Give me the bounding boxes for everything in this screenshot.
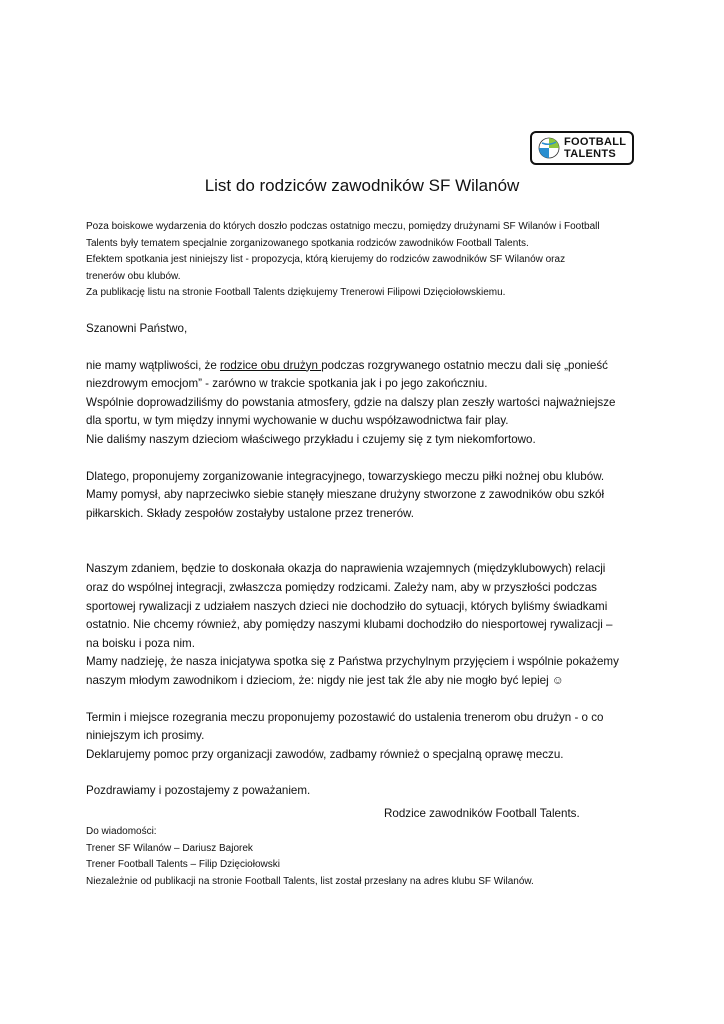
p2-line: Mamy pomysł, aby naprzeciwko siebie stanęły mieszane drużyny stworzone z zawodników obu szkół bbox=[86, 488, 605, 502]
p1-line: Wspólnie doprowadziliśmy do powstania atmosfery, gdzie na dalszy plan zeszły wartości najważniejsze bbox=[86, 395, 616, 409]
p1-line: niezdrowym emocjom” - zarówno w trakcie spotkania jak i po jego zakończniu. bbox=[86, 377, 488, 391]
p4-line: Deklarujemy pomoc przy organizacji zawodów, zadbamy również o specjalną oprawę meczu. bbox=[86, 747, 564, 761]
p3-line: Naszym zdaniem, będzie to doskonała okazja do naprawienia wzajemnych (międzyklubowych) relacji bbox=[86, 562, 606, 576]
intro-paragraph bbox=[86, 219, 646, 302]
p1-line: Nie daliśmy naszym dzieciom właściwego przykładu i czujemy się z tym niekomfortowo. bbox=[86, 432, 536, 446]
intro-line: Za publikację listu na stronie Football Talents dziękujemy Trenerowi Filipowi Dzięciołowskiemu. bbox=[86, 287, 506, 299]
p2-line: piłkarskich. Składy zespołów zostałyby ustalone przez trenerów. bbox=[86, 506, 414, 520]
page-title: List do rodziców zawodników SF Wilanów bbox=[204, 176, 520, 195]
football-talents-logo bbox=[530, 131, 634, 165]
football-ball-icon bbox=[538, 137, 560, 159]
logo-line-2: TALENTS bbox=[564, 148, 617, 160]
logo-line-1: FOOTBALL bbox=[564, 136, 627, 148]
footer-line: Trener Football Talents – Filip Dzięciołowski bbox=[86, 859, 280, 871]
p3-line: na boisku i poza nim. bbox=[86, 636, 195, 650]
p1-line: dla sportu, w tym między innymi wychowanie w duchu współzawodnictwa fair play. bbox=[86, 414, 509, 428]
intro-line: trenerów obu klubów. bbox=[86, 270, 181, 282]
salutation: Szanowni Państwo, bbox=[86, 322, 188, 335]
intro-line: Efektem spotkania jest niniejszy list - propozycja, którą kierujemy do rodziców zawodników SF Wilanów oraz bbox=[86, 254, 566, 266]
logo-text bbox=[564, 136, 626, 160]
p3-line: sportowej rywalizacji z udziałem naszych dzieci nie dochodziło do sytuacji, których byliśmy świadkami bbox=[86, 599, 608, 613]
footer-notes bbox=[86, 824, 646, 890]
letter-body bbox=[86, 320, 646, 823]
p3-line: naszym młodym zawodnikom i dzieciom, że: nigdy nie jest tak źle aby nie mogło być lepiej ☺ bbox=[86, 673, 564, 687]
p3-line: oraz do wspólnej integracji, zwłaszcza pomiędzy rodzicami. Zależy nam, aby w przyszłości podczas bbox=[86, 580, 597, 594]
p1-line bbox=[86, 357, 646, 376]
p3-line: ostatnio. Nie chcemy również, aby pomiędzy naszymi klubami dochodziło do niesportowej rywalizacji – bbox=[86, 618, 613, 632]
p1-text: nie mamy wątpliwości, że bbox=[86, 358, 221, 372]
p3-line: Mamy nadzieję, że nasza inicjatywa spotka się z Państwa przychylnym przyjęciem i wspólnie pokażemy bbox=[86, 655, 619, 669]
p2-line: Dlatego, proponujemy zorganizowanie integracyjnego, towarzyskiego meczu piłki nożnej obu klubów. bbox=[86, 469, 605, 483]
signature: Rodzice zawodników Football Talents. bbox=[384, 806, 580, 820]
p1-text: podczas rozgrywanego ostatnio meczu dali się „ponieść bbox=[321, 358, 608, 372]
p4-line: niniejszym ich prosimy. bbox=[86, 729, 205, 743]
closing-line: Pozdrawiamy i pozostajemy z poważaniem. bbox=[86, 784, 311, 798]
intro-line: Poza boiskowe wydarzenia do których doszło podczas ostatnigo meczu, pomiędzy drużynami SF Wilanów i Football bbox=[86, 221, 600, 232]
footer-line: Niezależnie od publikacji na stronie Football Talents, list został przesłany na adres klubu SF Wilanów. bbox=[86, 875, 534, 887]
footer-line: Do wiadomości: bbox=[86, 826, 157, 837]
p4-line: Termin i miejsce rozegrania meczu proponujemy pozostawić do ustalenia trenerom obu drużyn - o co bbox=[86, 710, 604, 724]
intro-line: Talents były tematem specjalnie zorganizowanego spotkania rodziców zawodników Football Talents. bbox=[86, 237, 529, 249]
p1-underlined-text: rodzice obu drużyn bbox=[220, 358, 322, 372]
footer-line: Trener SF Wilanów – Dariusz Bajorek bbox=[86, 842, 253, 854]
